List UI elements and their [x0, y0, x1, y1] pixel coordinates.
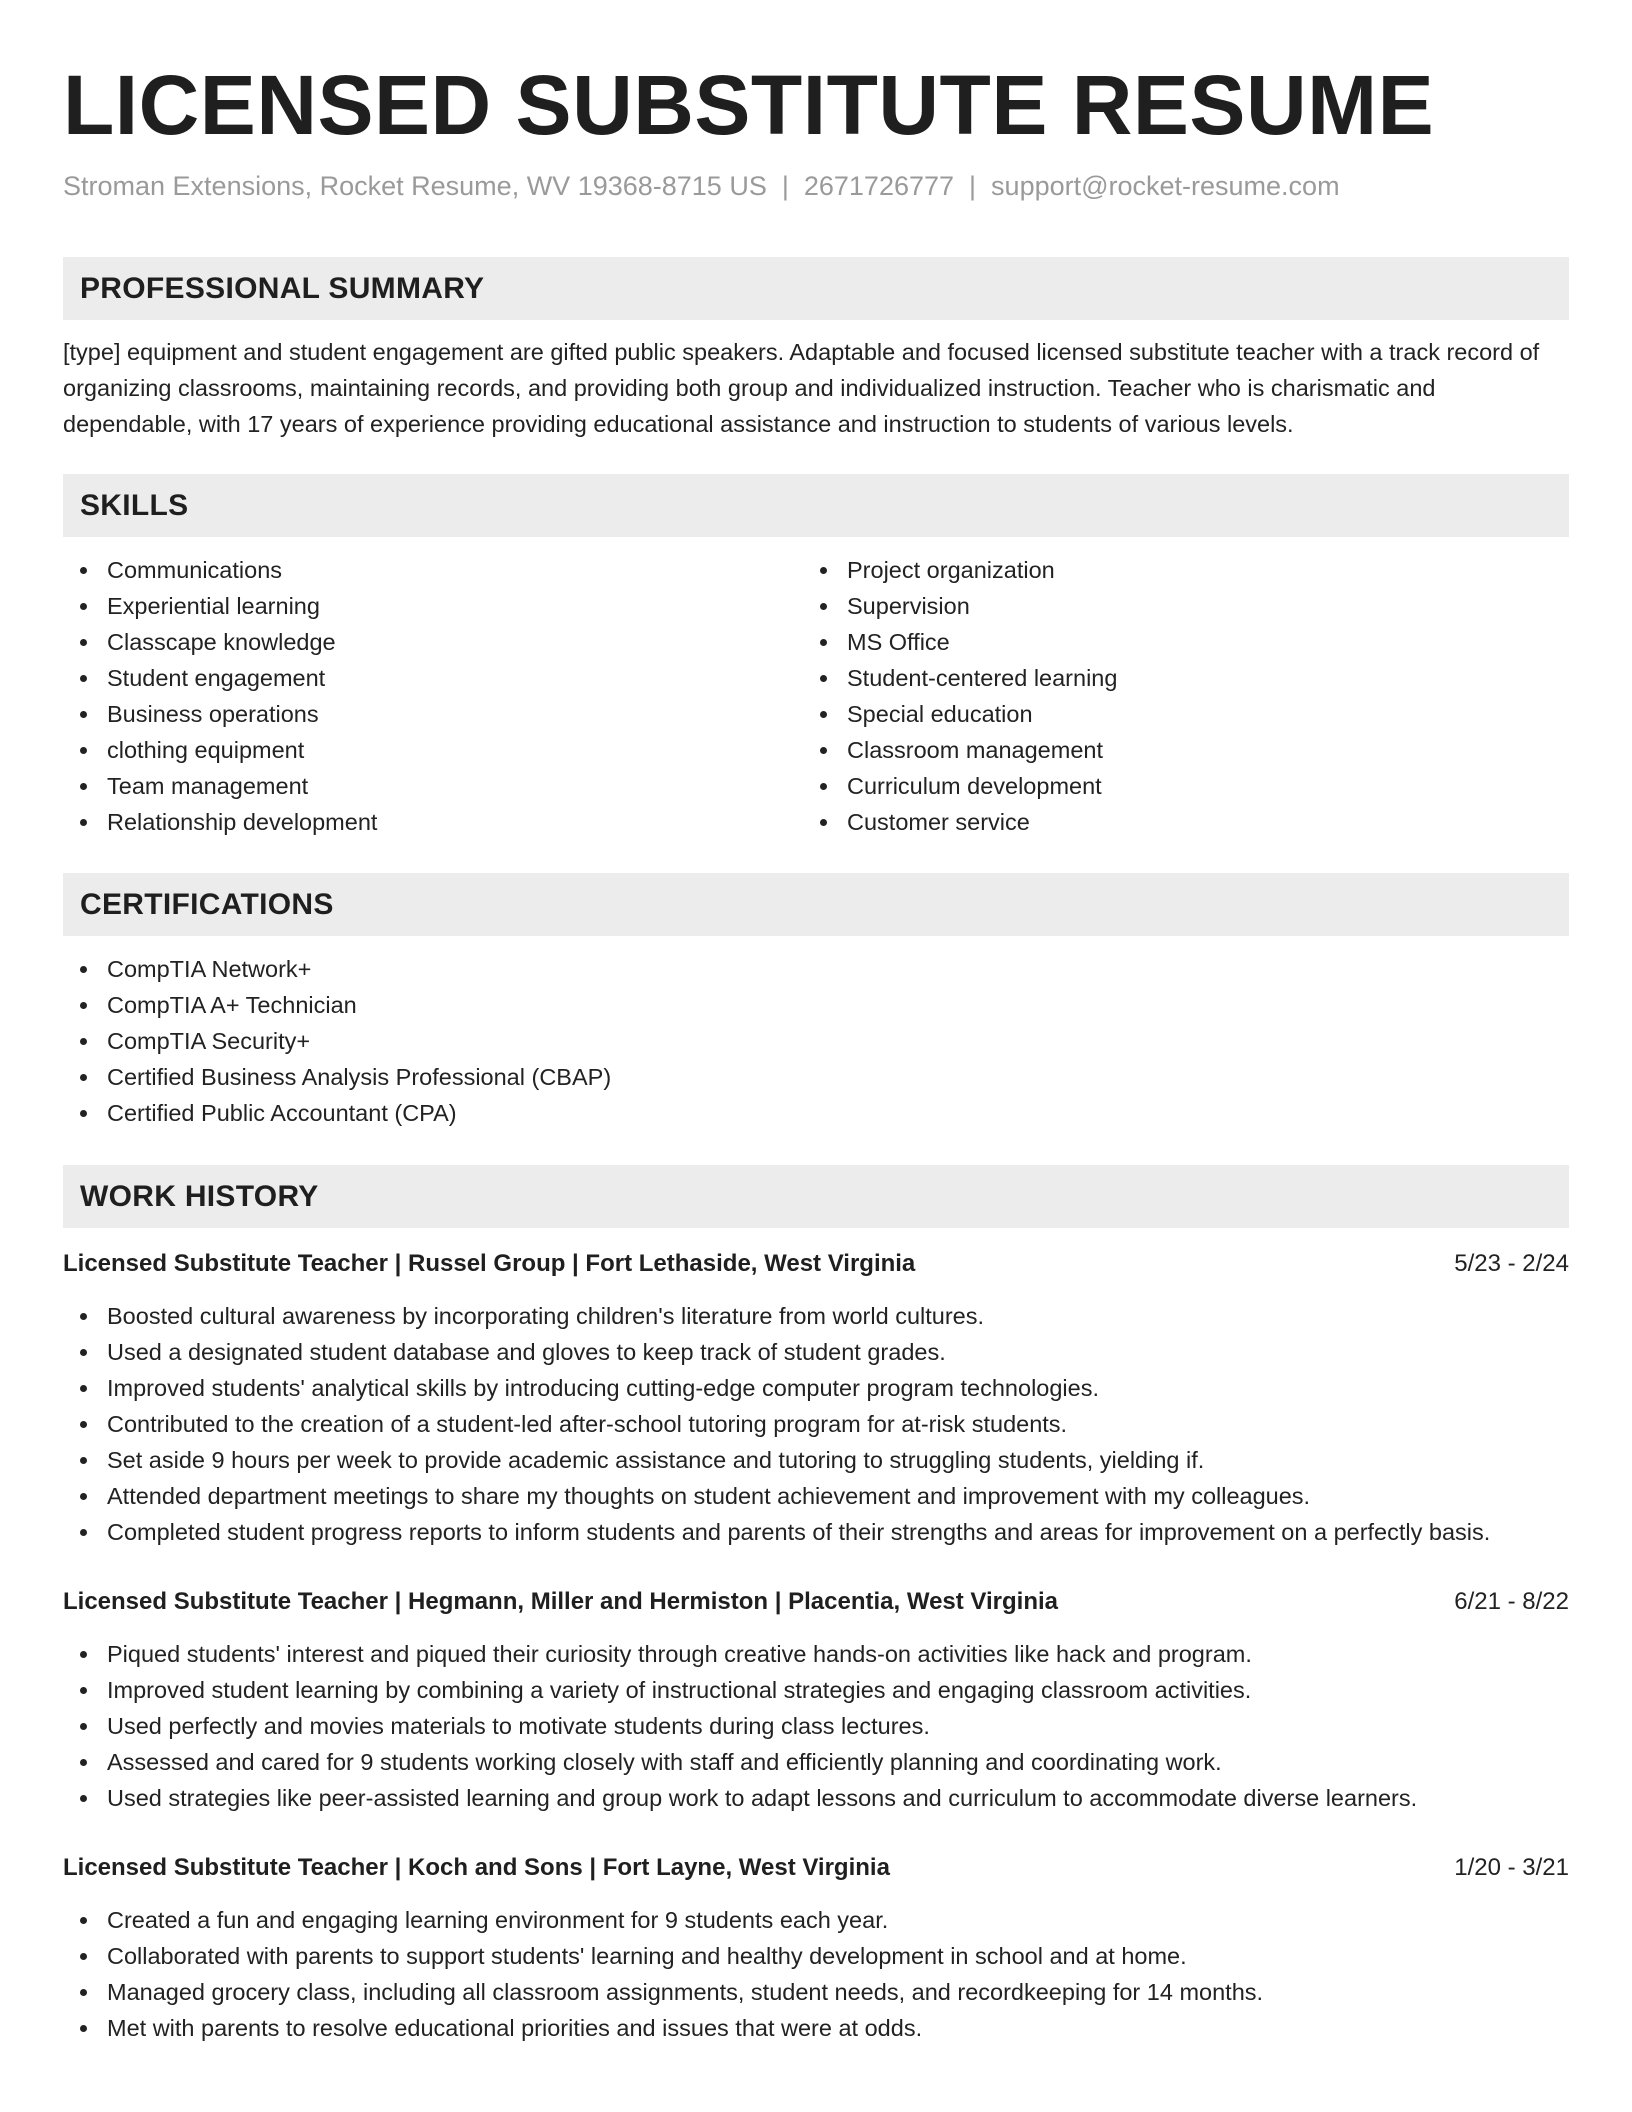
skill-item: Project organization [803, 552, 1543, 588]
certification-item: Certified Public Accountant (CPA) [63, 1095, 1569, 1131]
job-title-row [63, 1850, 1569, 1886]
job-bullet: Improved student learning by combining a variety of instructional strategies and engaging classroom activities. [63, 1672, 1569, 1708]
skill-item: MS Office [803, 624, 1543, 660]
job-bullet: Created a fun and engaging learning environment for 9 students each year. [63, 1902, 1569, 1938]
skill-item: Classroom management [803, 732, 1543, 768]
summary-text: [type] equipment and student engagement are gifted public speakers. Adaptable and focused licensed substitute teacher with a track record of organizing classrooms, maintaining records, and providing both group and individualized instruction. Teacher who is charismatic and dependable, with 17 years of experience providing educational assistance and instruction to students of various levels. [63, 339, 1540, 437]
job-bullet: Improved students' analytical skills by introducing cutting-edge computer program technologies. [63, 1370, 1569, 1406]
contact-phone: 2671726777 [803, 171, 955, 201]
section-header-skills: SKILLS [63, 474, 1569, 537]
certification-item: CompTIA Security+ [63, 1023, 1569, 1059]
job-bullet: Piqued students' interest and piqued their curiosity through creative hands-on activities like hack and program. [63, 1636, 1569, 1672]
skill-item: Student-centered learning [803, 660, 1543, 696]
skills-grid [63, 552, 1569, 840]
contact-line [63, 170, 1569, 202]
contact-separator: | [781, 171, 789, 201]
certifications-list [63, 951, 1569, 1131]
section-header-summary: PROFESSIONAL SUMMARY [63, 257, 1569, 320]
certification-item: CompTIA Network+ [63, 951, 1569, 987]
job-title-row [63, 1246, 1569, 1282]
skills-column-left [63, 552, 803, 840]
skill-item: Relationship development [63, 804, 803, 840]
skill-item: clothing equipment [63, 732, 803, 768]
job-bullet-list [63, 1298, 1569, 1550]
skill-item: Curriculum development [803, 768, 1543, 804]
job-entry [63, 1584, 1569, 1816]
skills-column-right [803, 552, 1543, 840]
job-title: Licensed Substitute Teacher | Hegmann, Miller and Hermiston | Placentia, West Virginia [63, 1588, 1059, 1615]
job-bullet: Attended department meetings to share my thoughts on student achievement and improvement with my colleagues. [63, 1478, 1569, 1514]
skill-item: Experiential learning [63, 588, 803, 624]
job-bullet: Set aside 9 hours per week to provide academic assistance and tutoring to struggling students, yielding if. [63, 1442, 1569, 1478]
section-header-work-history: WORK HISTORY [63, 1165, 1569, 1228]
job-dates: 6/21 - 8/22 [1454, 1588, 1569, 1615]
skill-item: Team management [63, 768, 803, 804]
skills-list-right [803, 552, 1543, 840]
certification-item: CompTIA A+ Technician [63, 987, 1569, 1023]
skills-list-left [63, 552, 803, 840]
job-bullet: Managed grocery class, including all classroom assignments, student needs, and recordkeeping for 14 months. [63, 1974, 1569, 2010]
job-title: Licensed Substitute Teacher | Russel Group | Fort Lethaside, West Virginia [63, 1250, 916, 1277]
job-bullet: Used strategies like peer-assisted learning and group work to adapt lessons and curriculum to accommodate diverse learners. [63, 1780, 1569, 1816]
skill-item: Student engagement [63, 660, 803, 696]
job-bullet: Assessed and cared for 9 students working closely with staff and efficiently planning and coordinating work. [63, 1744, 1569, 1780]
contact-address: Stroman Extensions, Rocket Resume, WV 19368-8715 US [63, 171, 767, 201]
skill-item: Communications [63, 552, 803, 588]
job-entry [63, 1246, 1569, 1550]
job-bullet: Completed student progress reports to inform students and parents of their strengths and areas for improvement on a perfectly basis. [63, 1514, 1569, 1550]
job-bullet-list [63, 1636, 1569, 1816]
skill-item: Supervision [803, 588, 1543, 624]
certification-item: Certified Business Analysis Professional (CBAP) [63, 1059, 1569, 1095]
job-bullet-list [63, 1902, 1569, 2046]
skill-item: Special education [803, 696, 1543, 732]
skill-item: Business operations [63, 696, 803, 732]
job-bullet: Collaborated with parents to support students' learning and healthy development in school and at home. [63, 1938, 1569, 1974]
job-entry [63, 1850, 1569, 2046]
section-header-certifications: CERTIFICATIONS [63, 873, 1569, 936]
job-title: Licensed Substitute Teacher | Koch and Sons | Fort Layne, West Virginia [63, 1854, 890, 1881]
job-bullet: Used perfectly and movies materials to motivate students during class lectures. [63, 1708, 1569, 1744]
job-bullet: Boosted cultural awareness by incorporating children's literature from world cultures. [63, 1298, 1569, 1334]
job-dates: 1/20 - 3/21 [1454, 1854, 1569, 1881]
job-bullet: Used a designated student database and gloves to keep track of student grades. [63, 1334, 1569, 1370]
skill-item: Classcape knowledge [63, 624, 803, 660]
job-bullet: Contributed to the creation of a student-led after-school tutoring program for at-risk students. [63, 1406, 1569, 1442]
job-title-row [63, 1584, 1569, 1620]
contact-email: support@rocket-resume.com [991, 171, 1340, 201]
job-dates: 5/23 - 2/24 [1454, 1250, 1569, 1277]
skill-item: Customer service [803, 804, 1543, 840]
resume-title: LICENSED SUBSTITUTE RESUME [63, 58, 1435, 152]
contact-separator: | [969, 171, 977, 201]
job-bullet: Met with parents to resolve educational priorities and issues that were at odds. [63, 2010, 1569, 2046]
